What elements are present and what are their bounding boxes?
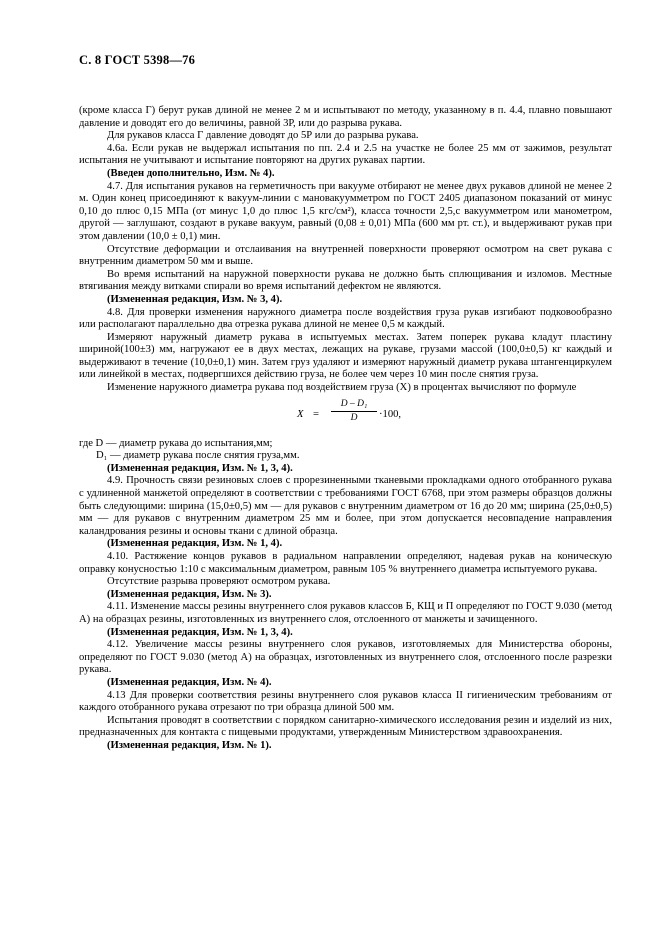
paragraph-4-7: 4.7. Для испытания рукавов на герметичность при вакууме отбирают не менее двух рукавов длиной не менее 2 м. Один конец присоединяют к вакуум-линии с мановакуумметром по ГОСТ 2405 диапазоном показаний от минус 0,10 до плюс 0,15 МПа (от минус 1,0 до плюс 1,5 кгс/см²), класса точности 2,5,с вакуумметром или манометром, другой — заглушают, создают в рукаве вакуум, равный (0,08 ± 0,01) МПа (600 мм рт. ст.), и выдерживают рукав при этом давлении (10,0 ± 0,1) мин.	[79, 180, 612, 242]
formula-definition: D₁ — диаметр рукава после снятия груза,мм.	[96, 450, 300, 462]
formula-denominator: D	[350, 412, 358, 423]
amendment-note: (Измененная редакция, Изм. № 3).	[107, 588, 272, 600]
formula-fraction	[331, 399, 377, 424]
formula-tail: ·100,	[379, 408, 402, 420]
paragraph-4-6a: 4.6а. Если рукав не выдержал испытания по пп. 2.4 и 2.5 на участке не более 25 мм от зажимов, результат испытания не учитывают и испытание повторяют на других рукавах партии.	[79, 142, 612, 167]
paragraph: (кроме класса Г) берут рукав длиной не менее 2 м и испытывают по методу, указанному в п. 4.4, плавно повышают давление и доводят его до величины, равной 3Р, или до разрыва рукава.	[79, 105, 612, 129]
paragraph: Во время испытаний на наружной поверхности рукава не должно быть сплющивания и изломов. Местные втягивания между витками спирали во время испытаний дефектом не являются.	[79, 268, 612, 293]
paragraph-4-10: 4.10. Растяжение концов рукавов в радиальном направлении определяют, надевая рукав на коническую оправку конусностью 1:10 с максимальным диаметром, равным 105 % внутреннего диаметра испытуемого рукава.	[79, 551, 612, 575]
formula-equals: =	[313, 408, 319, 420]
amendment-note: (Введен дополнительно, Изм. № 4).	[107, 167, 275, 179]
paragraph: Испытания проводят в соответствии с порядком санитарно-химического исследования резин и изделий из них, предназначенных для контакта с пищевыми продуктами, утвержденным Министерством здравоохранения.	[79, 714, 612, 739]
paragraph-4-9: 4.9. Прочность связи резиновых слоев с прорезиненными тканевыми прокладками одного отобранного рукава с удлиненной манжетой определяют в соответствии с требованиями ГОСТ 6768, при этом размеры образцов должны быть следующими: ширина (15,0±0,5) мм — для рукавов с внутренним диаметром от 16 до 20 мм; ширина (25,0±0,5) мм — для рукавов с внутренним диаметром 25 мм и более, при этом допускается несовпадение направления каландрования резины и основы ткани с длиной образца.	[79, 475, 612, 537]
paragraph: Измеряют наружный диаметр рукава в испытуемых местах. Затем поперек рукава кладут пластину шириной(100±3) мм, нагружают ее в двух местах, лежащих на рукаве, грузами массой (100,0±0,5) кг каждый и выдерживают в течение (10,0±0,1) мин. Затем груз удаляют и измеряют наружный диаметр рукава штангенциркулем или линейкой в местах, подвергшихся действию груза, не более чем через 10 мин после снятия груза.	[79, 331, 612, 381]
page-header: С. 8 ГОСТ 5398—76	[79, 53, 196, 67]
formula-numerator: D – D₁	[331, 399, 377, 412]
amendment-note: (Измененная редакция, Изм. № 1, 4).	[107, 538, 283, 550]
formula	[79, 399, 612, 437]
document-body	[79, 105, 612, 753]
formula-definition: где D — диаметр рукава до испытания,мм;	[79, 437, 273, 449]
paragraph: Отсутствие разрыва проверяют осмотром рукава.	[107, 576, 331, 588]
paragraph: Отсутствие деформации и отслаивания на внутренней поверхности проверяют осмотром на свет рукава с внутренним диаметром 50 мм и выше.	[79, 243, 612, 268]
paragraph-4-13: 4.13 Для проверки соответствия резины внутреннего слоя рукавов класса II гигиеническим требованиям от каждого отобранного рукава отрезают по три образца длиной 500 мм.	[79, 689, 612, 714]
paragraph: Для рукавов класса Г давление доводят до 5Р или до разрыва рукава.	[107, 130, 419, 142]
amendment-note: (Измененная редакция, Изм. № 3, 4).	[107, 293, 283, 305]
paragraph-4-8: 4.8. Для проверки изменения наружного диаметра после воздействия груза рукав изгибают подковообразно или располагают параллельно два отрезка рукава длиной не менее 0,5 м каждый.	[79, 306, 612, 331]
paragraph-4-12: 4.12. Увеличение массы резины внутреннего слоя рукавов, изготовляемых для Министерства обороны, определяют по ГОСТ 9.030 (метод А) на образцах, изготовленных из внутреннего слоя, отслоенного после разрезки рукава.	[79, 639, 612, 676]
paragraph: Изменение наружного диаметра рукава под воздействием груза (Х) в процентах вычисляют по формуле	[107, 382, 577, 394]
formula-lhs: X	[297, 408, 304, 420]
amendment-note: (Измененная редакция, Изм. № 1, 3, 4).	[107, 462, 293, 474]
amendment-note: (Измененная редакция, Изм. № 1, 3, 4).	[107, 626, 293, 638]
paragraph-4-11: 4.11. Изменение массы резины внутреннего слоя рукавов классов Б, КЩ и П определяют по ГОСТ 9.030 (метод А) на образцах резины, изготовленных из внутреннего слоя, отслоенного от манжеты и зачищенного.	[79, 601, 612, 625]
amendment-note: (Измененная редакция, Изм. № 4).	[107, 676, 272, 688]
amendment-note: (Измененная редакция, Изм. № 1).	[107, 739, 272, 751]
